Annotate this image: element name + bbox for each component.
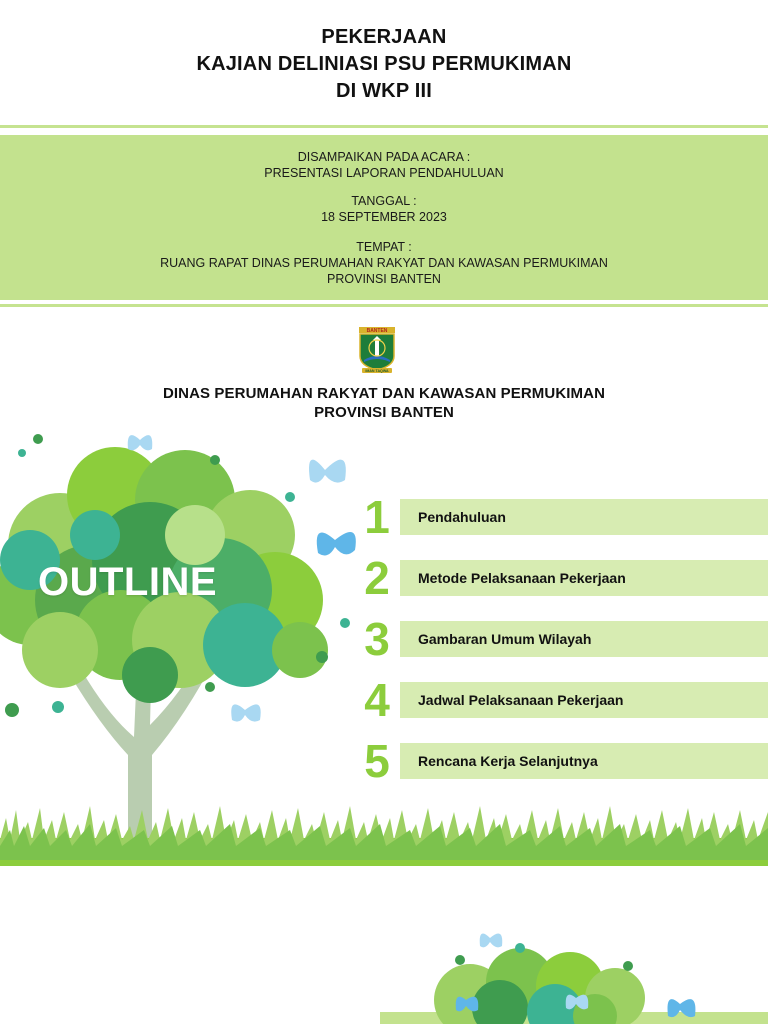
outline-item-number: 3 (364, 613, 390, 665)
event-label: DISAMPAIKAN PADA ACARA : (297, 150, 471, 164)
outline-item-number: 1 (364, 491, 390, 543)
outline-item-number: 4 (364, 674, 390, 726)
event-info (0, 149, 768, 181)
bottom-tree-illustration (380, 920, 768, 1024)
place-value-2: PROVINSI BANTEN (327, 272, 441, 286)
outline-title: OUTLINE (38, 560, 218, 604)
document-title (0, 24, 768, 105)
outline-item-label: Pendahuluan (418, 509, 506, 525)
tree-illustration (0, 425, 370, 845)
date-info (0, 193, 768, 225)
agency-line-1: DINAS PERUMAHAN RAKYAT DAN KAWASAN PERMUKIMAN (162, 385, 605, 402)
bottom-stripe (0, 304, 768, 307)
logo-text-top: BANTEN (366, 328, 388, 334)
logo-text-bottom: IMAN TAQWA (365, 369, 389, 373)
date-value: 18 SEPTEMBER 2023 (321, 210, 447, 224)
place-value-1: RUANG RAPAT DINAS PERUMAHAN RAKYAT DAN KAWASAN PERMUKIMAN (160, 256, 608, 270)
top-stripe (0, 125, 768, 128)
outline-item-label: Metode Pelaksanaan Pekerjaan (418, 570, 626, 586)
outline-item-4[interactable] (358, 674, 768, 726)
banten-crest-icon (356, 326, 398, 374)
outline-item-number: 2 (364, 552, 390, 604)
outline-item-number: 5 (364, 735, 390, 787)
place-info (0, 239, 768, 287)
agency-name (0, 384, 768, 422)
outline-item-3[interactable] (358, 613, 768, 665)
outline-item-1[interactable] (358, 491, 768, 543)
agency-line-2: PROVINSI BANTEN (314, 404, 454, 421)
grass-strip (0, 800, 768, 870)
date-label: TANGGAL : (351, 194, 417, 208)
title-line-1: PEKERJAAN (321, 26, 447, 48)
place-label: TEMPAT : (356, 240, 412, 254)
outline-item-label: Rencana Kerja Selanjutnya (418, 753, 598, 769)
info-band (0, 135, 768, 300)
title-line-3: DI WKP III (335, 80, 433, 102)
outline-item-label: Gambaran Umum Wilayah (418, 631, 592, 647)
title-line-2: KAJIAN DELINIASI PSU PERMUKIMAN (196, 53, 572, 75)
outline-item-5[interactable] (358, 735, 768, 787)
outline-item-label: Jadwal Pelaksanaan Pekerjaan (418, 692, 624, 708)
outline-item-2[interactable] (358, 552, 768, 604)
event-value: PRESENTASI LAPORAN PENDAHULUAN (264, 166, 504, 180)
